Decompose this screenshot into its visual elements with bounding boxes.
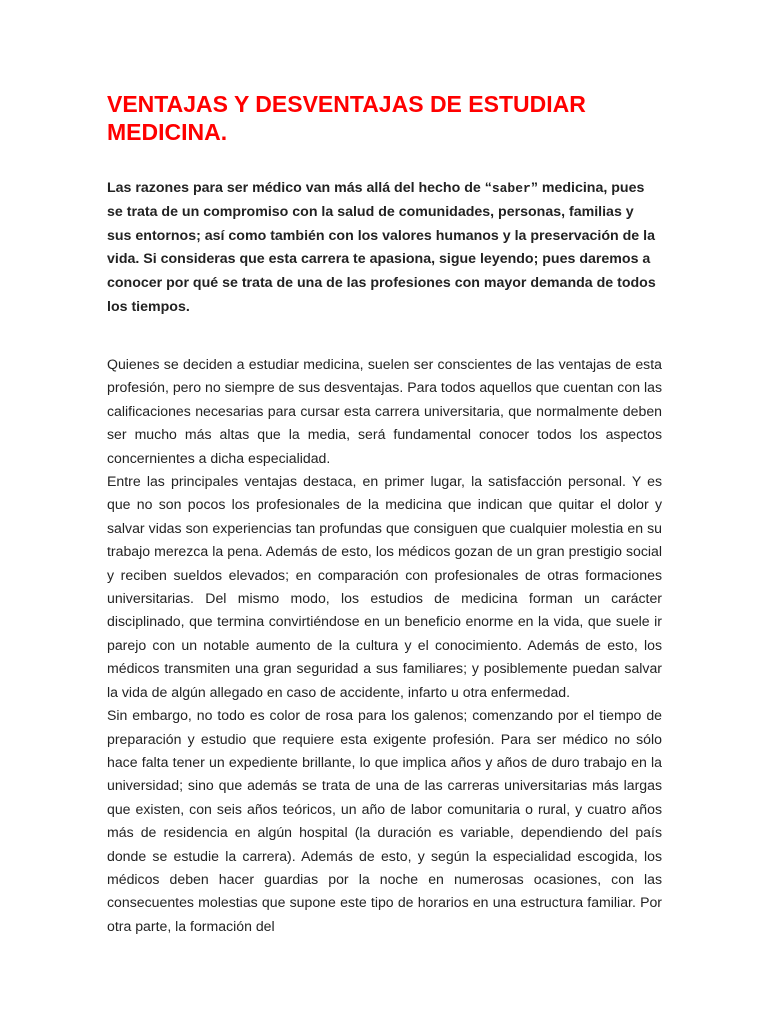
body-paragraph-2: Entre las principales ventajas destaca, en primer lugar, la satisfacción personal. Y es que no son pocos los profesionales de la medicina que indican que quitar el dolor y salvar vidas son experiencias tan profundas que consiguen que cualquier molestia en su trabajo merezca la pena. Además de esto, los médicos gozan de un gran prestigio social y reciben sueldos elevados; en comparación con profesionales de otras formaciones universitarias. Del mismo modo, los estudios de medicina forman un carácter disciplinado, que termina convirtiéndose en un beneficio enorme en la vida, que suele ir parejo con un notable aumento de la cultura y el conocimiento. Además de esto, los médicos transmiten una gran seguridad a sus familiares; y posiblemente puedan salvar la vida de algún allegado en caso de accidente, infarto u otra enfermedad. <box>107 473 662 700</box>
intro-text-mono: saber <box>491 181 531 196</box>
body-paragraph-1: Quienes se deciden a estudiar medicina, suelen ser conscientes de las ventajas de esta profesión, pero no siempre de sus desventajas. Para todos aquellos que cuentan con las calificaciones necesarias para cursar esta carrera universitaria, que normalmente deben ser mucho más altas que la media, será fundamental conocer todos los aspectos concernientes a dicha especialidad. <box>107 356 662 466</box>
intro-text-after: ” medicina, pues se trata de un compromiso con la salud de comunidades, personas, familias y sus entornos; así como también con los valores humanos y la preservación de la vida. Si consideras que esta carrera te apasiona, sigue leyendo; pues daremos a conocer por qué se trata de una de las profesiones con mayor demanda de todos los tiempos. <box>107 180 656 315</box>
intro-paragraph <box>107 177 662 320</box>
document-title: VENTAJAS Y DESVENTAJAS DE ESTUDIAR MEDICINA. <box>107 91 586 145</box>
body-paragraph-3: Sin embargo, no todo es color de rosa para los galenos; comenzando por el tiempo de preparación y estudio que requiere esta exigente profesión. Para ser médico no sólo hace falta tener un expediente brillante, lo que implica años y años de duro trabajo en la universidad; sino que además se trata de una de las carreras universitarias más largas que existen, con seis años teóricos, un año de labor comunitaria o rural, y cuatro años más de residencia en algún hospital (la duración es variable, dependiendo del país donde se estudie la carrera). Además de esto, y según la especialidad escogida, los médicos deben hacer guardias por la noche en numerosas ocasiones, con las consecuentes molestias que supone este tipo de horarios en una estructura familiar. Por otra parte, la formación del <box>107 707 662 934</box>
body-text <box>107 353 662 938</box>
intro-text-before: Las razones para ser médico van más allá del hecho de “ <box>107 180 492 196</box>
